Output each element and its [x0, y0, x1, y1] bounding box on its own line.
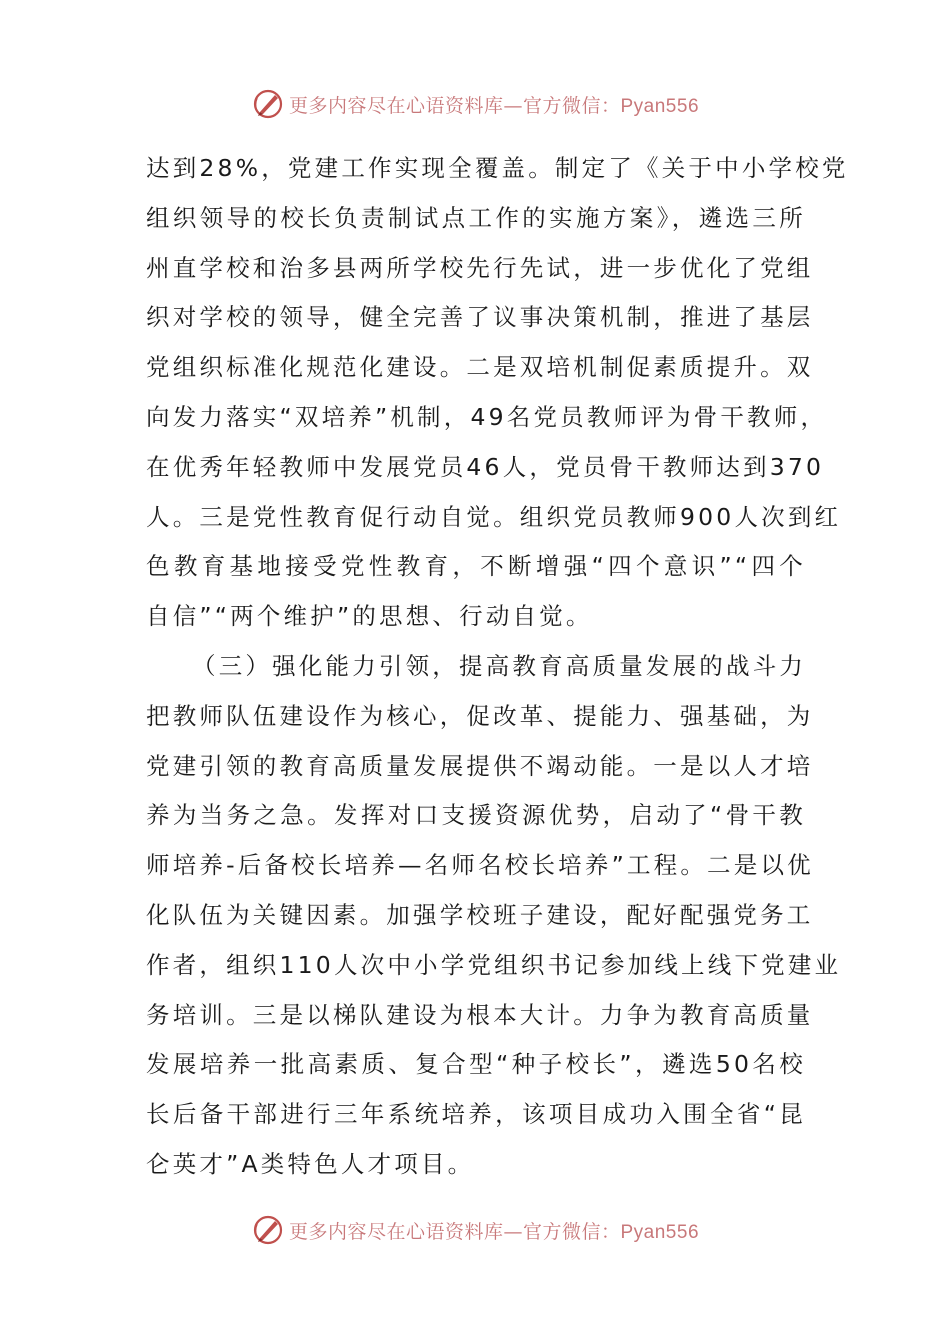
body-line: 作者，组织110人次中小学党组织书记参加线上线下党建业	[146, 950, 842, 979]
pen-logo-icon	[251, 87, 285, 121]
footer-banner	[0, 1210, 950, 1250]
body-line: 党建引领的教育高质量发展提供不竭动能。一是以人才培	[146, 751, 814, 780]
footer-banner-text: 更多内容尽在心语资料库—官方微信：Pyan556	[288, 1220, 700, 1243]
body-line: 养为当务之急。发挥对口支援资源优势，启动了“骨干教	[146, 801, 806, 830]
body-line: 发展培养一批高素质、复合型“种子校长”，遴选50名校	[146, 1050, 806, 1079]
body-line: 织对学校的领导，健全完善了议事决策机制，推进了基层	[146, 303, 814, 332]
body-line: 仑英才”A类特色人才项目。	[146, 1149, 475, 1178]
body-line: 师培养-后备校长培养—名师名校长培养”工程。二是以优	[146, 851, 814, 880]
header-banner	[0, 84, 950, 124]
section-heading: （三）强化能力引领，提高教育高质量发展的战斗力	[192, 651, 807, 680]
document-body	[146, 144, 849, 1190]
body-line: 色教育基地接受党性教育，不断增强“四个意识”“四个	[146, 552, 806, 581]
body-line: 自信”“两个维护”的思想、行动自觉。	[146, 602, 593, 631]
header-wechat-id: Pyan556	[620, 95, 700, 117]
body-line: 务培训。三是以梯队建设为根本大计。力争为教育高质量	[146, 1000, 814, 1029]
body-line: 达到28%，党建工作实现全覆盖。制定了《关于中小学校党	[146, 154, 849, 182]
body-line: 向发力落实“双培养”机制，49名党员教师评为骨干教师，	[146, 402, 828, 431]
body-line: 组织领导的校长负责制试点工作的实施方案》，遴选三所	[146, 203, 806, 232]
body-line: 在优秀年轻教师中发展党员46人，党员骨干教师达到370	[146, 452, 825, 481]
body-line: 长后备干部进行三年系统培养，该项目成功入围全省“昆	[146, 1100, 806, 1129]
body-line: 把教师队伍建设作为核心，促改革、提能力、强基础，为	[146, 701, 814, 730]
header-banner-text: 更多内容尽在心语资料库—官方微信：Pyan556	[288, 94, 700, 117]
pen-logo-icon	[251, 1213, 285, 1247]
body-line: 人。三是党性教育促行动自觉。组织党员教师900人次到红	[146, 502, 842, 531]
footer-wechat-id: Pyan556	[620, 1221, 700, 1243]
body-line: 化队伍为关键因素。加强学校班子建设，配好配强党务工	[146, 900, 814, 929]
body-line: 党组织标准化规范化建设。二是双培机制促素质提升。双	[146, 353, 814, 382]
body-line: 州直学校和治多县两所学校先行先试，进一步优化了党组	[146, 253, 814, 282]
